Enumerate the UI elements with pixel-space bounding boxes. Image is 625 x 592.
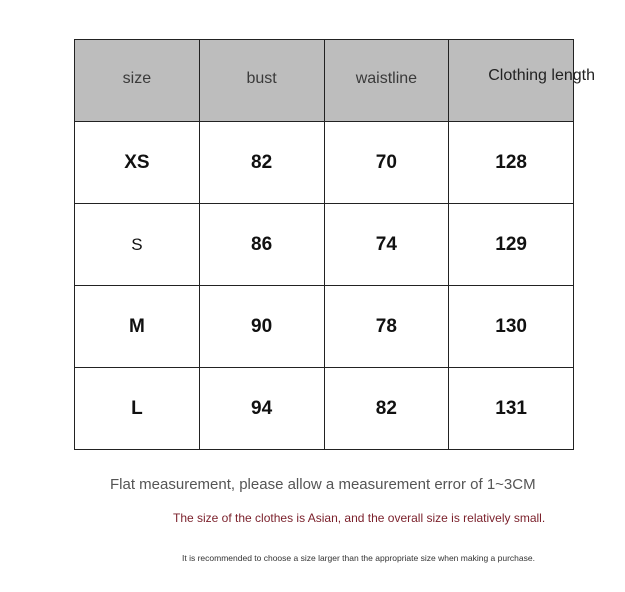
header-clothing-length-label: Clothing length: [488, 67, 595, 84]
waistline-cell: 70: [324, 122, 449, 204]
header-size-label: size: [122, 69, 152, 87]
length-cell: 129: [449, 204, 574, 286]
table-row: [75, 122, 574, 204]
waistline-cell: 82: [324, 368, 449, 450]
header-waistline-label: waistline: [355, 69, 418, 87]
size-cell: L: [75, 368, 200, 450]
waistline-cell: 74: [324, 204, 449, 286]
header-waistline: [324, 40, 449, 122]
table-header-row: [75, 40, 574, 122]
bust-cell: 82: [199, 122, 324, 204]
table-row: [75, 368, 574, 450]
waistline-cell: 78: [324, 286, 449, 368]
header-size: [75, 40, 200, 122]
size-cell: S: [75, 204, 200, 286]
length-cell: 130: [449, 286, 574, 368]
length-cell: 128: [449, 122, 574, 204]
header-bust: [199, 40, 324, 122]
size-recommendation-note: It is recommended to choose a size larger than the appropriate size when making a purchase.: [182, 553, 535, 563]
bust-cell: 94: [199, 368, 324, 450]
size-chart-table: [74, 39, 595, 450]
measurement-error-note: Flat measurement, please allow a measurement error of 1~3CM: [110, 476, 536, 493]
asian-size-note: The size of the clothes is Asian, and the overall size is relatively small.: [173, 511, 546, 525]
table-row: [75, 204, 574, 286]
bust-cell: 90: [199, 286, 324, 368]
size-cell: XS: [75, 122, 200, 204]
size-cell: M: [75, 286, 200, 368]
table-row: [75, 286, 574, 368]
header-clothing-length: [449, 40, 595, 122]
length-cell: 131: [449, 368, 574, 450]
header-bust-label: bust: [246, 69, 277, 87]
bust-cell: 86: [199, 204, 324, 286]
